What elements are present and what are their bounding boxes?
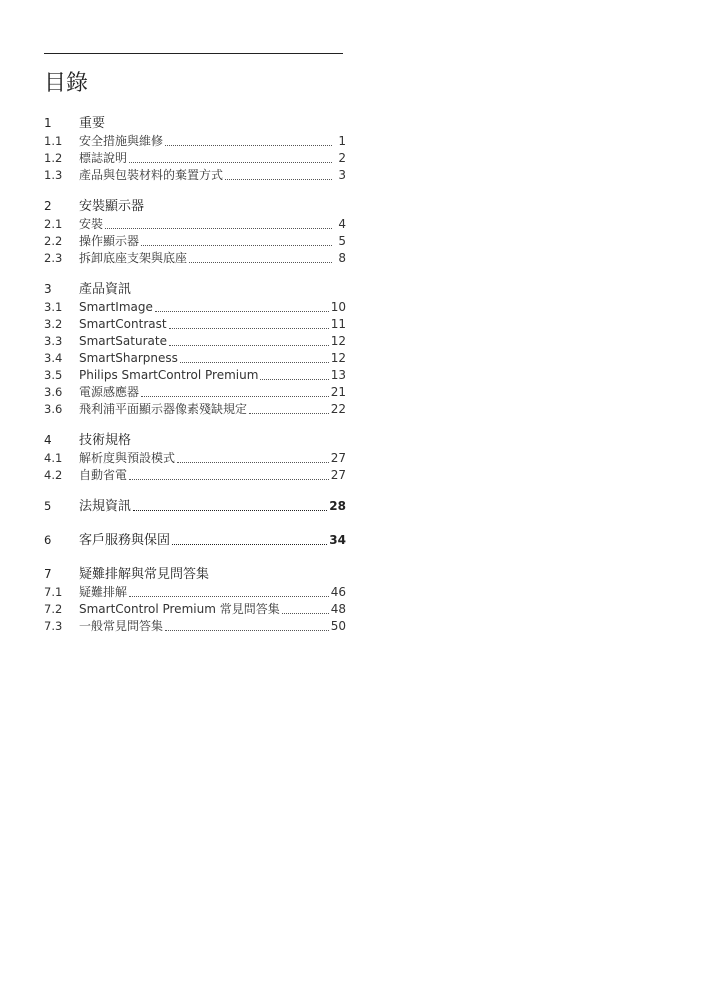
dot-leader: [141, 245, 332, 246]
entry-page: 21: [330, 385, 346, 399]
entry-number: 3.6: [44, 385, 63, 399]
entry-number: 3.4: [44, 351, 63, 365]
dot-leader: [169, 345, 329, 346]
toc-entry[interactable]: [44, 167, 346, 184]
toc-section-2: [44, 197, 346, 267]
toc-entry[interactable]: [44, 467, 346, 484]
entry-page: 3: [338, 168, 346, 182]
toc-section-4: [44, 431, 346, 484]
toc-entry[interactable]: [44, 401, 346, 418]
dot-leader: [225, 179, 332, 180]
entry-page: 27: [330, 451, 346, 465]
section-heading[interactable]: [44, 280, 346, 298]
entry-label: 一般常見問答集: [79, 619, 164, 633]
dot-leader: [165, 145, 332, 146]
entry-label: 客戶服務與保固: [79, 533, 171, 548]
entry-label: 電源感應器: [79, 385, 140, 399]
entry-page: 46: [330, 585, 346, 599]
dot-leader: [169, 328, 329, 329]
entry-page: 4: [338, 217, 346, 231]
entry-page: 8: [338, 251, 346, 265]
entry-number: 4.2: [44, 468, 63, 482]
section-number: 3: [44, 282, 52, 296]
entry-number: 7.2: [44, 602, 63, 616]
section-number: 7: [44, 567, 52, 581]
toc-entry[interactable]: [44, 367, 346, 384]
toc-entry[interactable]: [44, 584, 346, 601]
toc-section-3: [44, 280, 346, 418]
entry-page: 10: [330, 300, 346, 314]
entry-page: 5: [338, 234, 346, 248]
dot-leader: [133, 510, 327, 511]
section-heading[interactable]: [44, 197, 346, 215]
entry-page: 50: [330, 619, 346, 633]
entry-page: 34: [329, 533, 346, 547]
toc-entry[interactable]: [44, 333, 346, 350]
entry-number: 3.2: [44, 317, 63, 331]
entry-label: 操作顯示器: [79, 234, 140, 248]
toc-entry[interactable]: [44, 618, 346, 635]
entry-number: 4.1: [44, 451, 63, 465]
section-number: 2: [44, 199, 52, 213]
entry-number: 7.1: [44, 585, 63, 599]
entry-label: 飛利浦平面顯示器像素殘缺規定: [79, 402, 248, 416]
entry-page: 12: [330, 334, 346, 348]
toc-entry-top-level[interactable]: [44, 497, 346, 515]
entry-number: 3.6: [44, 402, 63, 416]
entry-label: Philips SmartControl Premium: [79, 368, 259, 382]
dot-leader: [165, 630, 329, 631]
entry-number: 2.2: [44, 234, 63, 248]
section-heading[interactable]: [44, 114, 346, 132]
table-of-contents: [44, 114, 346, 648]
entry-label: 安全措施與維修: [79, 134, 164, 148]
entry-number: 3.1: [44, 300, 63, 314]
section-title: 安裝顯示器: [79, 199, 145, 214]
toc-entry[interactable]: [44, 299, 346, 316]
toc-section-1: [44, 114, 346, 184]
entry-label: 產品與包裝材料的棄置方式: [79, 168, 224, 182]
dot-leader: [141, 396, 329, 397]
toc-entry[interactable]: [44, 133, 346, 150]
toc-entry[interactable]: [44, 450, 346, 467]
section-heading[interactable]: [44, 565, 346, 583]
entry-label: 標誌說明: [79, 151, 128, 165]
section-title: 技術規格: [79, 433, 132, 448]
dot-leader: [177, 462, 329, 463]
toc-section-6: [44, 531, 346, 549]
entry-label: SmartControl Premium 常見問答集: [79, 602, 280, 616]
entry-label: SmartSaturate: [79, 334, 167, 348]
entry-number: 2.3: [44, 251, 63, 265]
dot-leader: [105, 228, 332, 229]
entry-number: 1.1: [44, 134, 63, 148]
toc-entry[interactable]: [44, 316, 346, 333]
entry-page: 12: [330, 351, 346, 365]
toc-entry[interactable]: [44, 350, 346, 367]
entry-number: 3.3: [44, 334, 63, 348]
entry-label: SmartSharpness: [79, 351, 178, 365]
toc-section-5: [44, 497, 346, 515]
entry-number: 1.3: [44, 168, 63, 182]
entry-label: 自動省電: [79, 468, 128, 482]
toc-entry[interactable]: [44, 233, 346, 250]
entry-page: 22: [330, 402, 346, 416]
dot-leader: [249, 413, 329, 414]
dot-leader: [172, 544, 327, 545]
section-title: 疑難排解與常見問答集: [79, 567, 210, 582]
dot-leader: [129, 162, 332, 163]
dot-leader: [129, 479, 329, 480]
toc-entry[interactable]: [44, 384, 346, 401]
toc-section-7: [44, 565, 346, 635]
entry-page: 28: [329, 499, 346, 513]
page-title: 目錄: [44, 71, 89, 96]
entry-label: 解析度與預設模式: [79, 451, 176, 465]
section-title: 重要: [79, 116, 106, 131]
entry-page: 11: [330, 317, 346, 331]
dot-leader: [282, 613, 329, 614]
entry-label: 拆卸底座支架與底座: [79, 251, 188, 265]
entry-number: 2.1: [44, 217, 63, 231]
entry-page: 27: [330, 468, 346, 482]
entry-number: 6: [44, 533, 52, 547]
dot-leader: [189, 262, 332, 263]
toc-entry[interactable]: [44, 250, 346, 267]
section-number: 1: [44, 116, 52, 130]
entry-number: 5: [44, 499, 52, 513]
entry-label: 法規資訊: [79, 499, 132, 514]
section-number: 4: [44, 433, 52, 447]
toc-entry[interactable]: [44, 601, 346, 618]
dot-leader: [260, 379, 328, 380]
toc-entry[interactable]: [44, 216, 346, 233]
dot-leader: [155, 311, 329, 312]
toc-entry[interactable]: [44, 150, 346, 167]
dot-leader: [129, 596, 329, 597]
entry-page: 1: [338, 134, 346, 148]
toc-entry-top-level[interactable]: [44, 531, 346, 549]
entry-page: 2: [338, 151, 346, 165]
entry-page: 48: [330, 602, 346, 616]
entry-label: SmartImage: [79, 300, 153, 314]
entry-label: 安裝: [79, 217, 104, 231]
section-title: 產品資訊: [79, 282, 132, 297]
section-heading[interactable]: [44, 431, 346, 449]
entry-label: SmartContrast: [79, 317, 167, 331]
entry-page: 13: [330, 368, 346, 382]
entry-number: 1.2: [44, 151, 63, 165]
entry-number: 3.5: [44, 368, 63, 382]
dot-leader: [180, 362, 329, 363]
entry-label: 疑難排解: [79, 585, 128, 599]
entry-number: 7.3: [44, 619, 63, 633]
top-rule: [44, 53, 343, 54]
